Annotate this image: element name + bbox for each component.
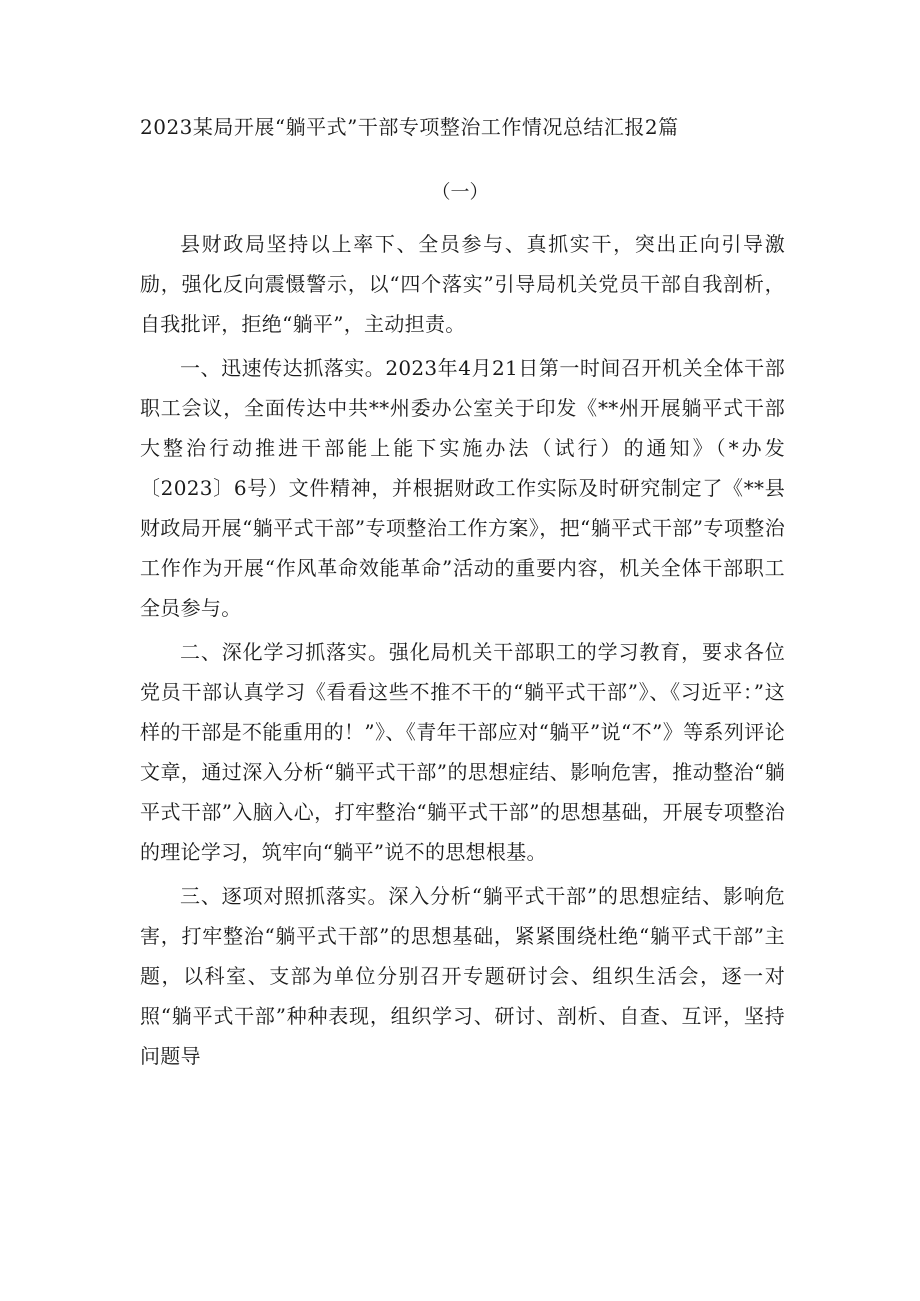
paragraph-section-3: 三、逐项对照抓落实。深入分析“躺平式干部”的思想症结、影响危害，打牢整治“躺平式干部”的思想基础，紧紧围绕杜绝“躺平式干部”主题，以科室、支部为单位分别召开专题研讨会、组织生活会，逐一对照“躺平式干部”种种表现，组织学习、研讨、剖析、自查、互评，坚持问题导 <box>140 884 785 1068</box>
document-title: 2023某局开展“躺平式”干部专项整治工作情况总结汇报2篇 <box>140 115 679 139</box>
paragraph-section-2: 二、深化学习抓落实。强化局机关干部职工的学习教育，要求各位党员干部认真学习《看看这些不推不干的“躺平式干部”》、《习近平：”这样的干部是不能重用的！”》、《青年干部应对“躺平”说“不”》等系列评论文章，通过深入分析“躺平式干部”的思想症结、影响危害，推动整治“躺平式干部”入脑入心，打牢整治“躺平式干部”的思想基础，开展专项整治的理论学习，筑牢向“躺平”说不的思想根基。 <box>140 640 785 864</box>
paragraph-section-1: 一、迅速传达抓落实。2023年4月21日第一时间召开机关全体干部职工会议，全面传达中共**州委办公室关于印发《**州开展躺平式干部大整治行动推进干部能上能下实施办法（试行）的通知》（*办发〔2023〕6号）文件精神，并根据财政工作实际及时研究制定了《**县财政局开展“躺平式干部”专项整治工作方案》，把“躺平式干部”专项整治工作作为开展“作风革命效能革命”活动的重要内容，机关全体干部职工全员参与。 <box>140 356 785 620</box>
paragraph-intro: 县财政局坚持以上率下、全员参与、真抓实干，突出正向引导激励，强化反向震慑警示，以“四个落实”引导局机关党员干部自我剖析，自我批评，拒绝“躺平”，主动担责。 <box>140 232 785 336</box>
document-body <box>140 224 785 1080</box>
section-marker: （一） <box>431 181 489 203</box>
